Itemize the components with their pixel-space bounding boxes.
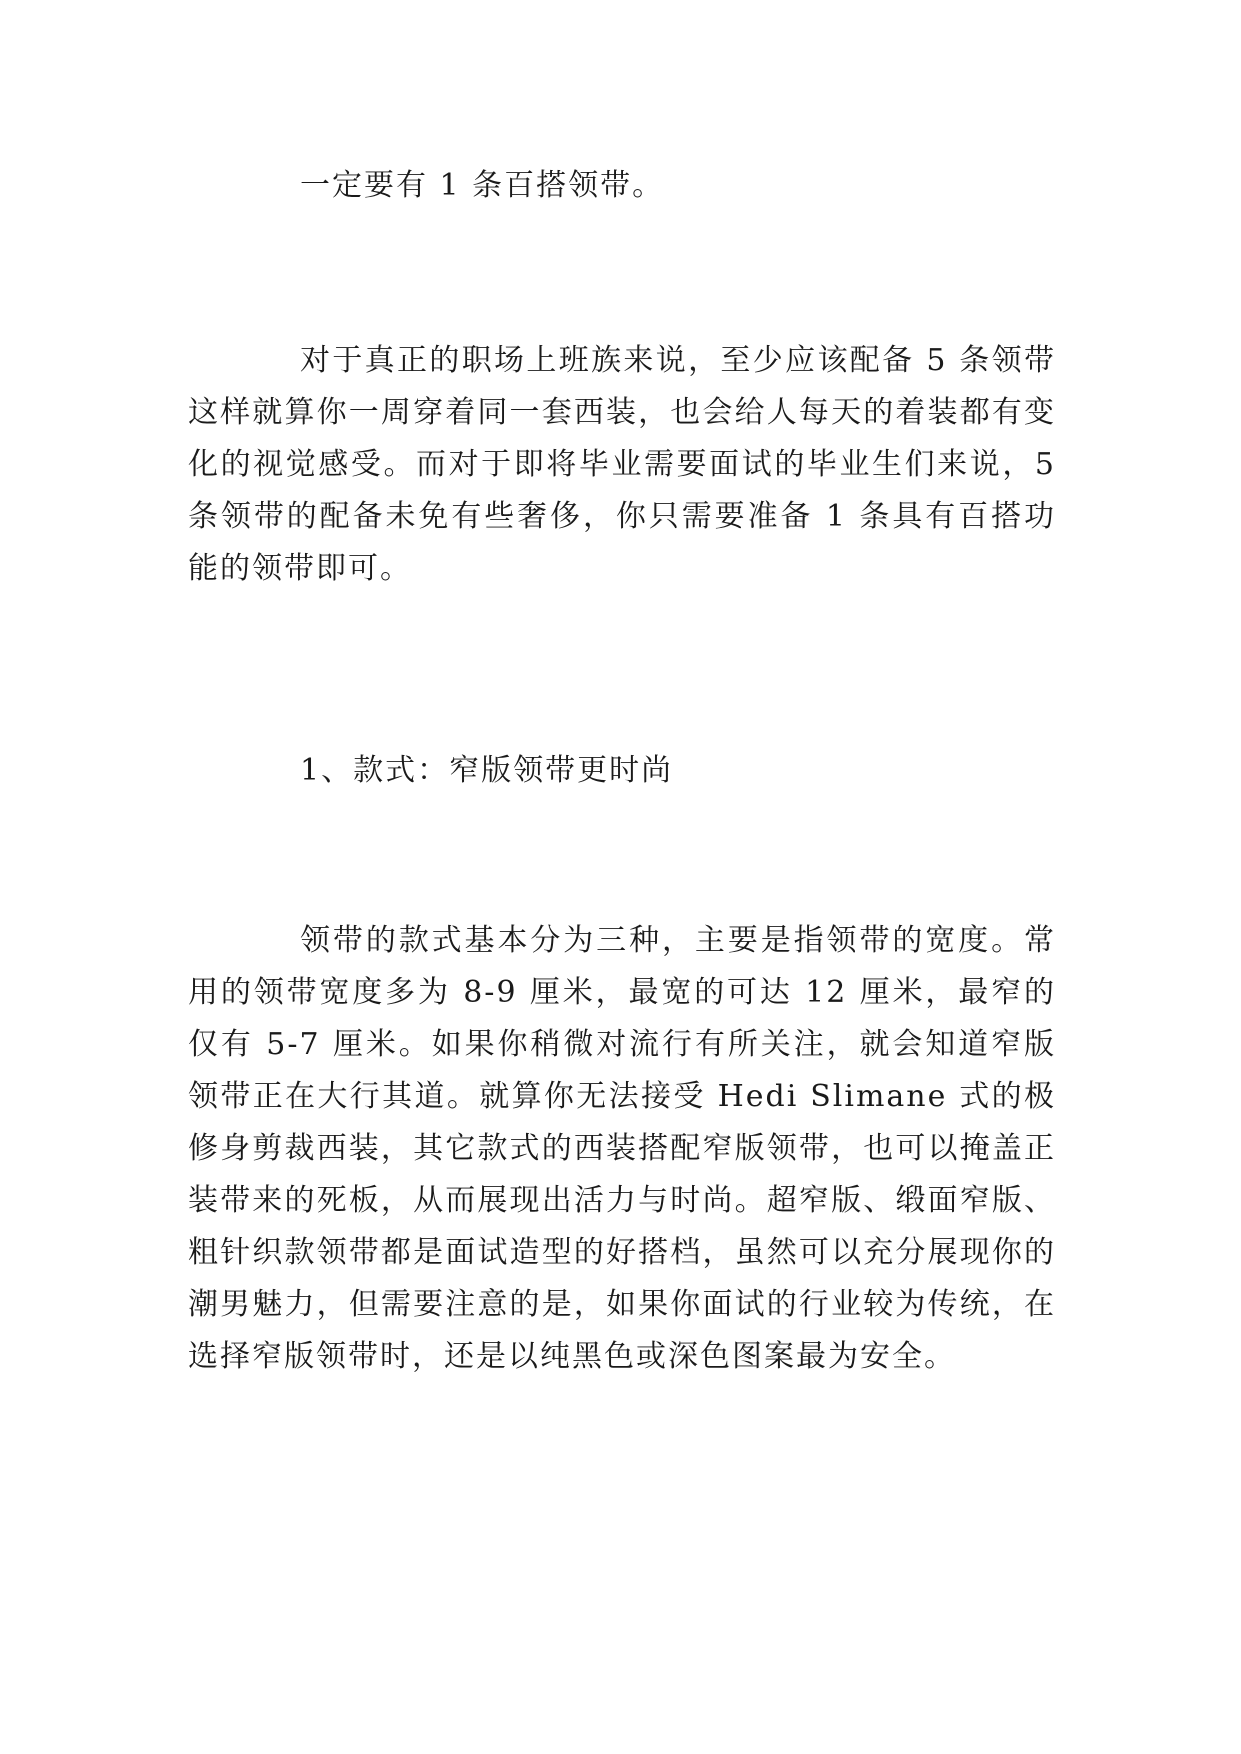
paragraph-intro: 一定要有 1 条百搭领带。 (300, 168, 665, 203)
paragraph-tie-width: 领带的款式基本分为三种，主要是指领带的宽度。常用的领带宽度多为 8-9 厘米，最宽的可达 12 厘米，最窄的仅有 5-7 厘米。如果你稍微对流行有所关注，就会知道窄版领带正在大行其道。就算你无法接受 Hedi Slimane 式的极修身剪裁西装，其它款式的西装搭配窄版领带，也可以掩盖正装带来的死板，从而展现出活力与时尚。超窄版、缎面窄版、粗针织款领带都是面试造型的好搭档，虽然可以充分展现你的潮男魅力，但需要注意的是，如果你面试的行业较为传统，在选择窄版领带时，还是以纯黑色或深色图案最为安全。 (188, 923, 1056, 1374)
paragraph-office-workers: 对于真正的职场上班族来说，至少应该配备 5 条领带这样就算你一周穿着同一套西装，也会给人每天的着装都有变化的视觉感受。而对于即将毕业需要面试的毕业生们来说，5 条领带的配备未免有些奢侈，你只需要准备 1 条具有百搭功能的领带即可。 (188, 343, 1056, 586)
section-heading-style: 1、款式：窄版领带更时尚 (300, 753, 674, 788)
